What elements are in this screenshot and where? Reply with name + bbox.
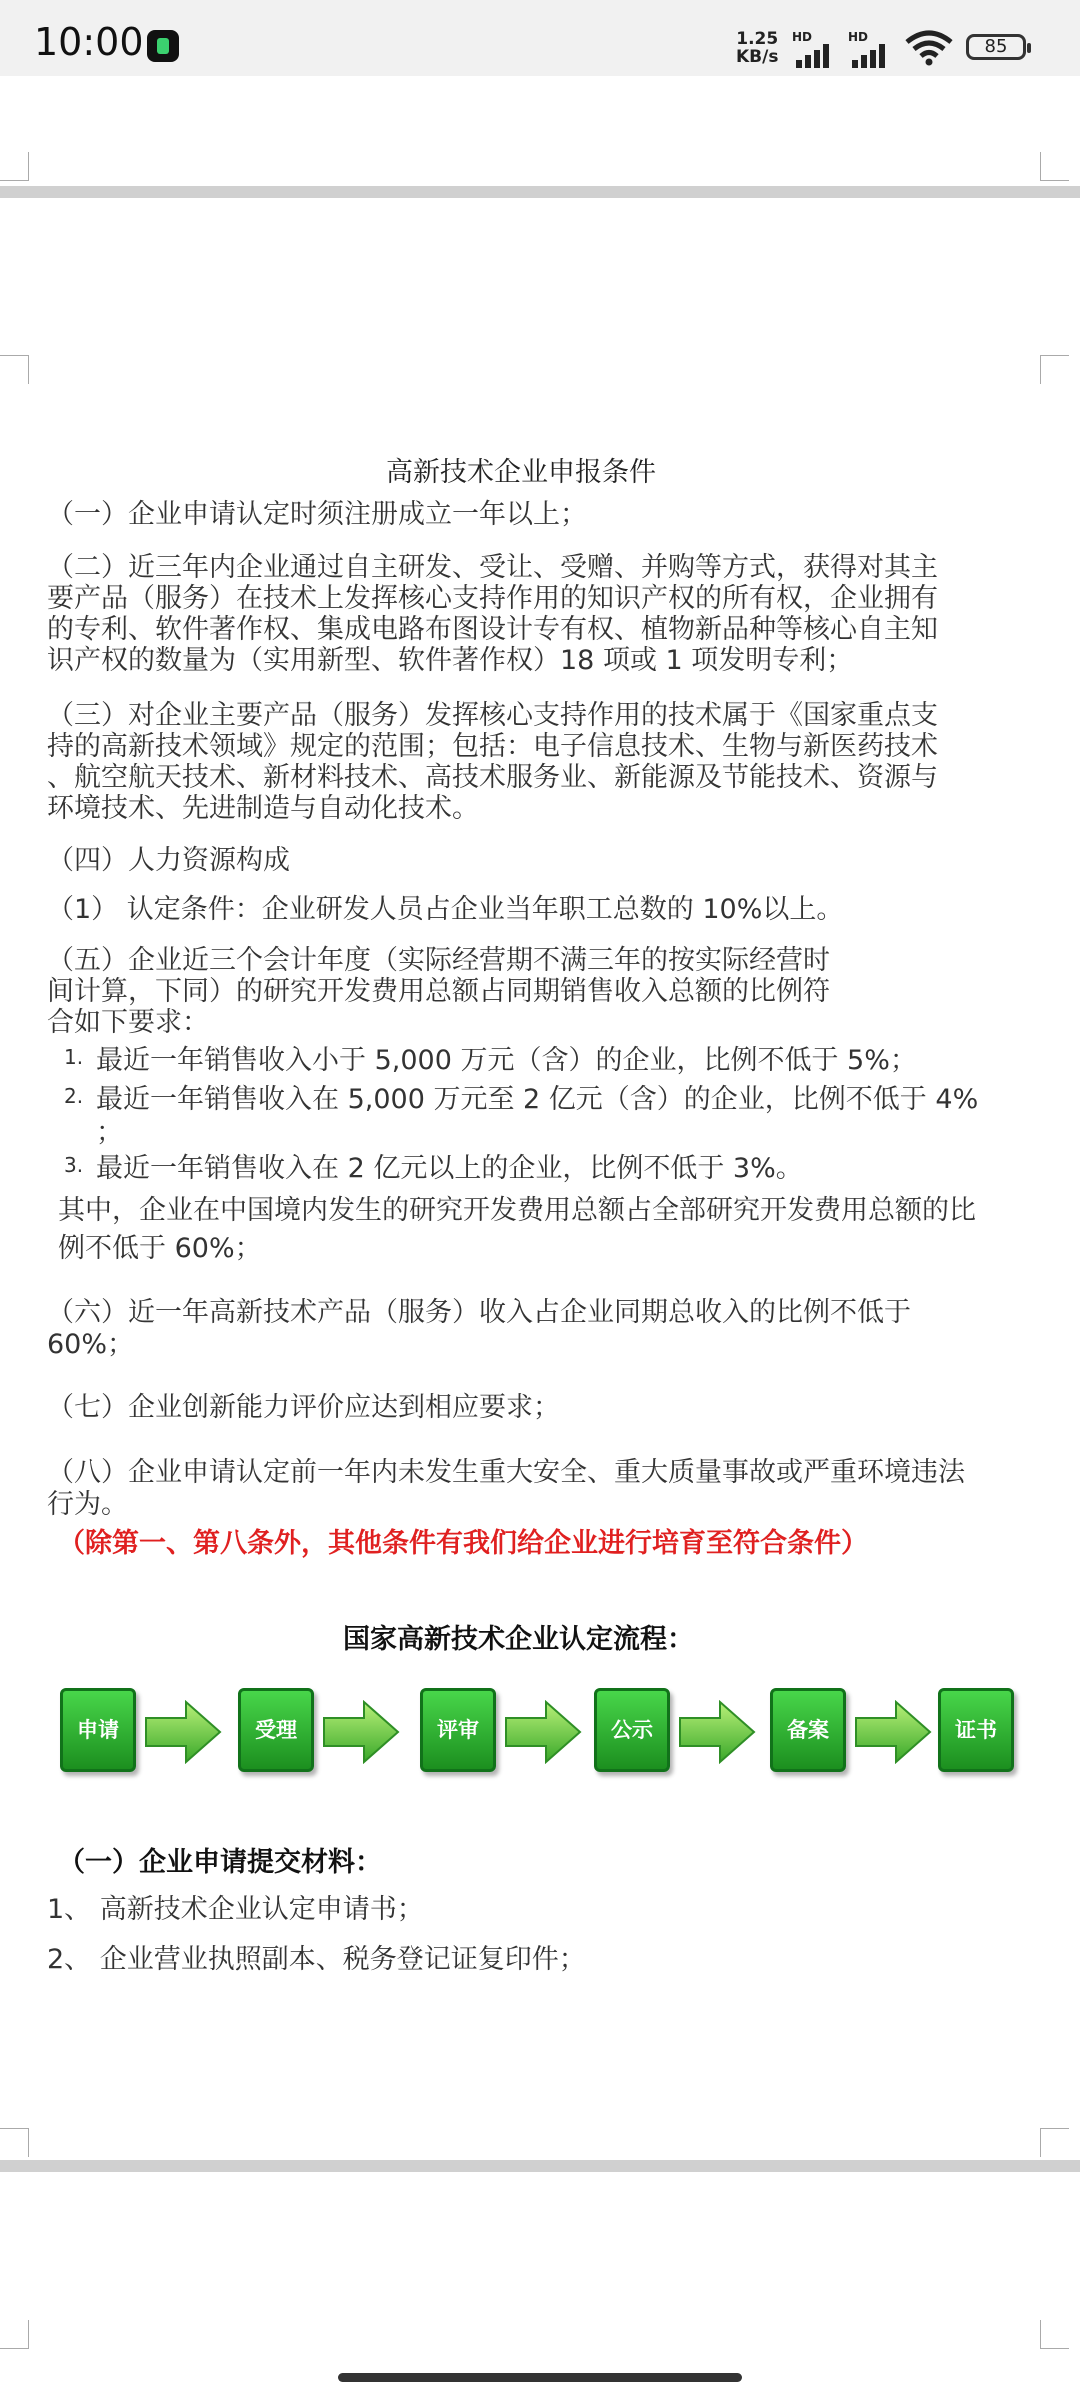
paragraph-line: （三）对企业主要产品（服务）发挥核心支持作用的技术属于《国家重点支 — [47, 700, 938, 731]
flow-step-review: 评审 — [420, 1688, 496, 1772]
materials-item: 1、 高新技术企业认定申请书； — [47, 1894, 424, 1925]
flow-step-accept: 受理 — [238, 1688, 314, 1772]
paragraph-line: 60%； — [47, 1329, 135, 1360]
materials-title: （一）企业申请提交材料： — [58, 1847, 382, 1878]
flow-step-filing: 备案 — [770, 1688, 846, 1772]
status-bar — [0, 0, 1080, 76]
wifi-icon — [905, 30, 953, 66]
list-item-number: 3. — [64, 1153, 84, 1177]
arrow-right-icon — [322, 1700, 400, 1764]
paragraph-line: （四）人力资源构成 — [47, 845, 290, 876]
flow-step-apply: 申请 — [60, 1688, 136, 1772]
paragraph-line: （六）近一年高新技术产品（服务）收入占企业同期总收入的比例不低于 — [47, 1297, 911, 1328]
network-speed-unit: KB/s — [736, 47, 779, 67]
flow-step-certificate: 证书 — [938, 1688, 1014, 1772]
crop-mark — [1040, 2320, 1069, 2349]
paragraph-line: （二）近三年内企业通过自主研发、受让、受赠、并购等方式，获得对其主 — [47, 552, 938, 583]
paragraph-line: （一）企业申请认定时须注册成立一年以上； — [47, 499, 587, 530]
paragraph-line: 例不低于 60%； — [58, 1233, 262, 1264]
crop-mark — [1040, 355, 1069, 384]
battery-icon: 85 — [966, 34, 1026, 60]
paragraph-line: 、航空航天技术、新材料技术、高技术服务业、新能源及节能技术、资源与 — [47, 762, 938, 793]
paragraph-line: （八）企业申请认定前一年内未发生重大安全、重大质量事故或严重环境违法 — [47, 1457, 965, 1488]
paragraph-line: 环境技术、先进制造与自动化技术。 — [47, 793, 479, 824]
paragraph-line: 持的高新技术领域》规定的范围；包括：电子信息技术、生物与新医药技术 — [47, 731, 938, 762]
sim1-hd-label: HD — [792, 30, 813, 44]
home-indicator[interactable] — [338, 2373, 742, 2382]
paragraph-line: 其中，企业在中国境内发生的研究开发费用总额占全部研究开发费用总额的比 — [58, 1195, 976, 1226]
list-item: ； — [96, 1117, 123, 1148]
materials-item: 2、 企业营业执照副本、税务登记证复印件； — [47, 1944, 586, 1975]
list-item-number: 1. — [64, 1045, 84, 1069]
list-item: 最近一年销售收入在 5,000 万元至 2 亿元（含）的企业，比例不低于 4% — [96, 1084, 979, 1115]
paragraph-line: （1） 认定条件：企业研发人员占企业当年职工总数的 10%以上。 — [47, 894, 844, 925]
paragraph-line: （七）企业创新能力评价应达到相应要求； — [47, 1392, 560, 1423]
paragraph-line: 行为。 — [47, 1489, 128, 1520]
page-separator — [0, 2160, 1080, 2172]
crop-mark — [0, 355, 29, 384]
arrow-right-icon — [144, 1700, 222, 1764]
arrow-right-icon — [854, 1700, 932, 1764]
paragraph-line: （五）企业近三个会计年度（实际经营期不满三年的按实际经营时 — [47, 945, 830, 976]
list-item-number: 2. — [64, 1084, 84, 1108]
paragraph-line: 识产权的数量为（实用新型、软件著作权）18 项或 1 项发明专利； — [47, 645, 854, 676]
flow-title: 国家高新技术企业认定流程： — [343, 1624, 694, 1655]
arrow-right-icon — [504, 1700, 582, 1764]
arrow-right-icon — [678, 1700, 756, 1764]
document-title: 高新技术企业申报条件 — [386, 457, 656, 488]
flow-step-publicity: 公示 — [594, 1688, 670, 1772]
crop-mark — [1040, 152, 1069, 181]
list-item: 最近一年销售收入小于 5,000 万元（含）的企业，比例不低于 5%； — [96, 1045, 917, 1076]
crop-mark — [0, 152, 29, 181]
crop-mark — [0, 2128, 29, 2157]
app-notification-icon — [147, 30, 179, 62]
certification-flow — [56, 1680, 1016, 1785]
clock: 10:00 — [34, 20, 144, 64]
red-note: （除第一、第八条外，其他条件有我们给企业进行培育至符合条件） — [58, 1528, 868, 1559]
network-speed-value: 1.25 — [736, 29, 779, 49]
paragraph-line: 间计算，下同）的研究开发费用总额占同期销售收入总额的比例符 — [47, 976, 830, 1007]
crop-mark — [1040, 2128, 1069, 2157]
paragraph-line: 要产品（服务）在技术上发挥核心支持作用的知识产权的所有权，企业拥有 — [47, 583, 938, 614]
sim2-hd-label: HD — [848, 30, 869, 44]
paragraph-line: 合如下要求： — [47, 1007, 209, 1038]
list-item: 最近一年销售收入在 2 亿元以上的企业，比例不低于 3%。 — [96, 1153, 803, 1184]
page-separator — [0, 186, 1080, 198]
network-speed — [736, 30, 778, 66]
paragraph-line: 的专利、软件著作权、集成电路布图设计专有权、植物新品种等核心自主知 — [47, 614, 938, 645]
crop-mark — [0, 2320, 29, 2349]
